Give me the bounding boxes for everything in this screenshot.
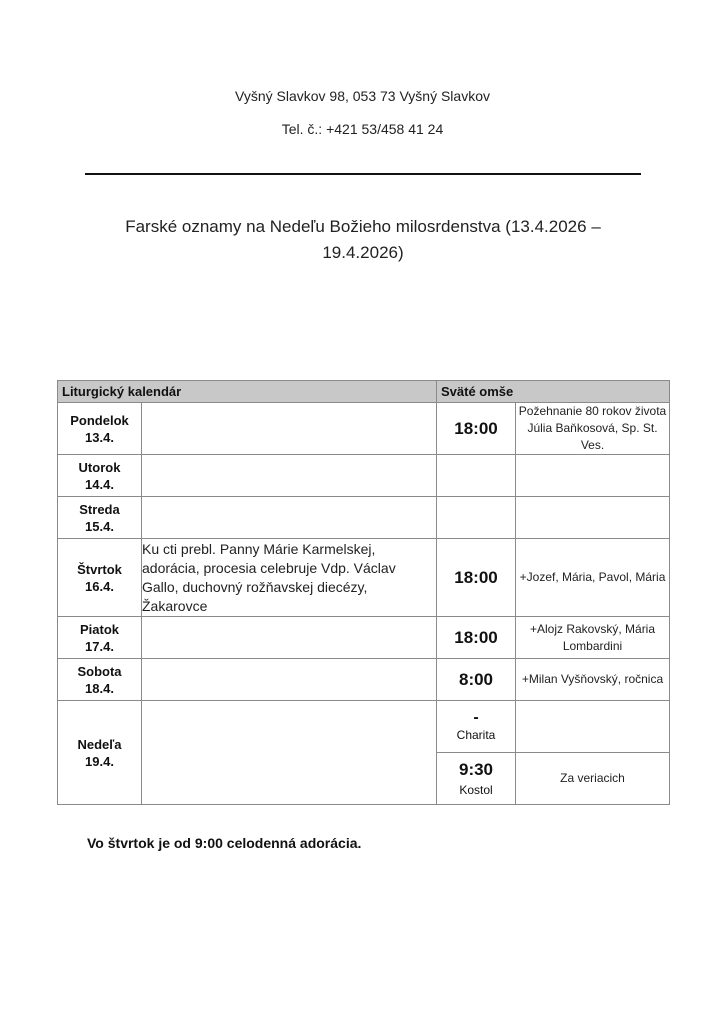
mass-time: 18:00: [437, 403, 516, 455]
mass-time: [437, 455, 516, 497]
day-name: Utorok: [78, 459, 121, 475]
header-liturgical-calendar: Liturgický kalendár: [58, 381, 437, 403]
day-cell: [58, 455, 142, 497]
description-cell: [142, 403, 437, 455]
day-name: Piatok: [79, 621, 119, 637]
day-date: 17.4.: [85, 638, 114, 654]
day-name: Pondelok: [70, 412, 129, 428]
mass-intention: [516, 455, 670, 497]
mass-time: 18:00: [437, 617, 516, 659]
table-row: [58, 659, 670, 701]
day-cell: [58, 403, 142, 455]
mass-intention: [516, 701, 670, 753]
parish-address: Vyšný Slavkov 98, 053 73 Vyšný Slavkov: [235, 88, 490, 104]
description-cell: Ku cti prebl. Panny Márie Karmelskej, adorácia, procesia celebruje Vdp. Václav Gallo, duchovný rožňavskej diecézy, Žakarovce: [142, 539, 437, 617]
description-cell: [142, 701, 437, 805]
table-row: [58, 497, 670, 539]
mass-intention: Požehnanie 80 rokov života Júlia Baňkosová, Sp. St. Ves.: [516, 403, 670, 455]
mass-time: [437, 497, 516, 539]
mass-time: 8:00: [437, 659, 516, 701]
description-cell: [142, 659, 437, 701]
day-cell: [58, 617, 142, 659]
day-name: Nedeľa: [77, 736, 122, 752]
mass-intention: +Milan Vyšňovský, ročnica: [516, 659, 670, 701]
mass-time-cell: [437, 701, 516, 753]
day-date: 15.4.: [85, 518, 114, 534]
day-cell: [58, 539, 142, 617]
day-date: 16.4.: [85, 578, 114, 594]
header-holy-masses: Sväté omše: [437, 381, 670, 403]
adoration-note: Vo štvrtok je od 9:00 celodenná adorácia.: [87, 835, 362, 851]
table-row: [58, 455, 670, 497]
day-date: 14.4.: [85, 476, 114, 492]
description-cell: [142, 617, 437, 659]
table-row: [58, 539, 670, 617]
day-cell: [58, 659, 142, 701]
day-name: Streda: [79, 501, 120, 517]
mass-time: 18:00: [437, 539, 516, 617]
table-row: [58, 617, 670, 659]
mass-intention: +Jozef, Mária, Pavol, Mária: [516, 539, 670, 617]
mass-intention: Za veriacich: [516, 753, 670, 805]
table-row: [58, 403, 670, 455]
mass-time: -: [473, 708, 479, 726]
table-row: [58, 701, 670, 753]
day-date: 13.4.: [85, 429, 114, 445]
mass-place: Charita: [456, 727, 496, 742]
mass-time: 9:30: [458, 759, 494, 779]
mass-place: Kostol: [459, 782, 493, 797]
page-title: Farské oznamy na Nedeľu Božieho milosrdenstva (13.4.2026 – 19.4.2026): [125, 217, 601, 262]
day-cell: [58, 497, 142, 539]
mass-intention: +Alojz Rakovský, Mária Lombardini: [516, 617, 670, 659]
description-cell: [142, 455, 437, 497]
mass-time-cell: [437, 753, 516, 805]
mass-intention: [516, 497, 670, 539]
day-name: Sobota: [77, 663, 122, 679]
day-date: 19.4.: [85, 753, 114, 769]
day-cell: [58, 701, 142, 805]
liturgical-schedule-table: [57, 380, 670, 805]
description-cell: [142, 497, 437, 539]
day-name: Štvrtok: [77, 561, 122, 577]
header-divider: [85, 173, 641, 175]
day-date: 18.4.: [85, 680, 114, 696]
parish-phone: Tel. č.: +421 53/458 41 24: [281, 121, 444, 137]
table-header-row: [58, 381, 670, 403]
